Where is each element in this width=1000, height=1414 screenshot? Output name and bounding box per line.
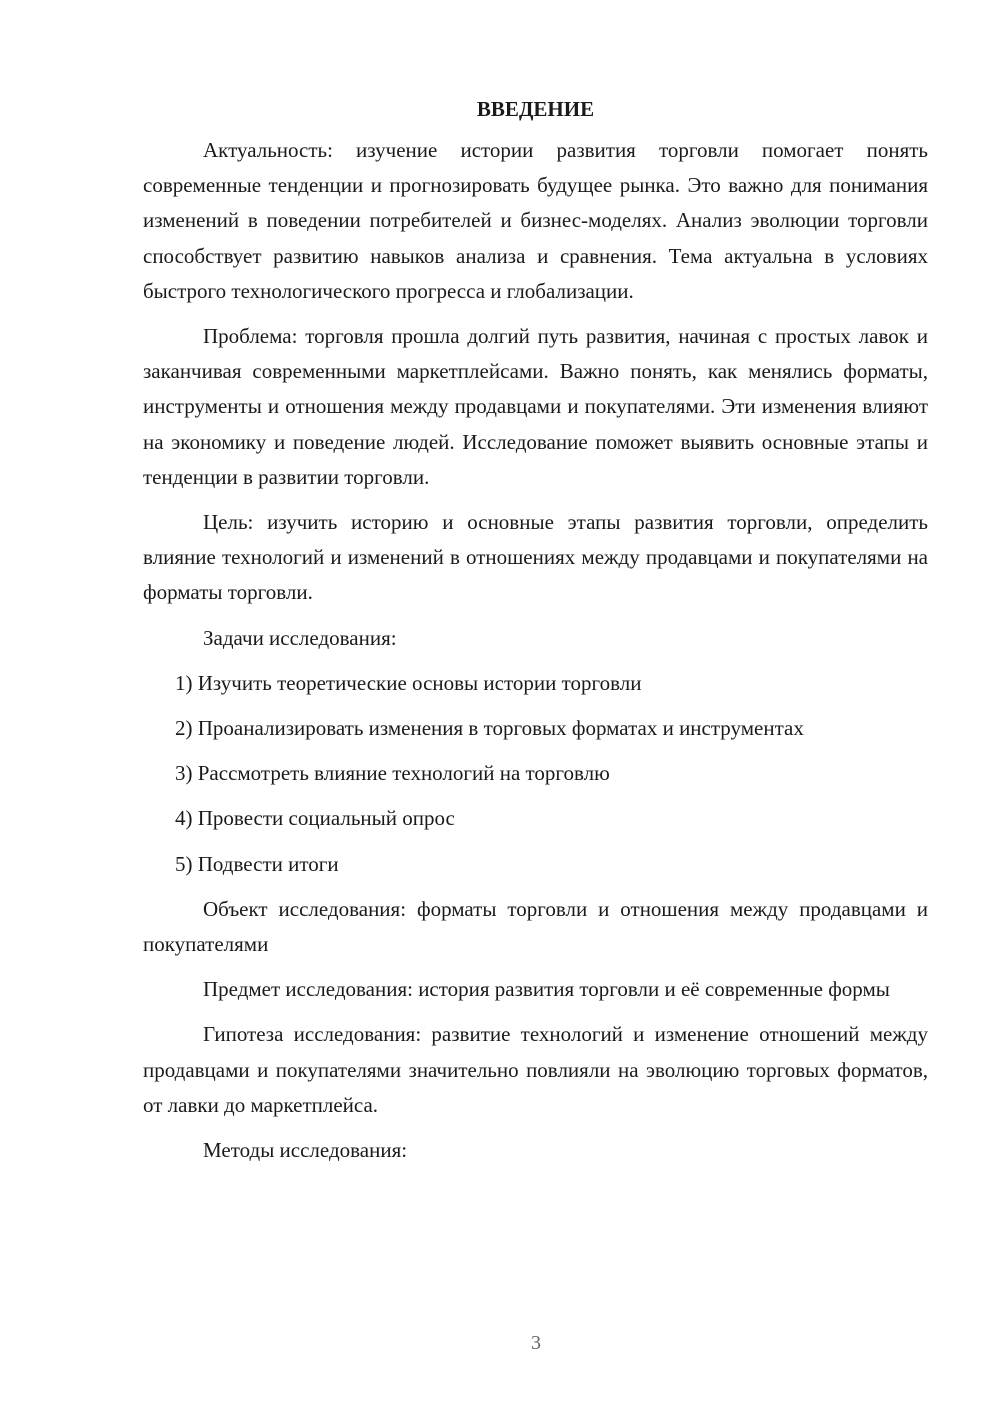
tasks-heading: Задачи исследования:	[203, 625, 397, 650]
task-item-5: 5) Подвести итоги	[175, 851, 339, 876]
tasks-list	[143, 666, 928, 882]
page-number: 3	[531, 1332, 541, 1354]
relevance-paragraph: Актуальность: изучение истории развития торговли помогает понять современные тенденции и прогнозировать будущее рынка. Это важно для понимания изменений в поведении потребителей и бизнес-моделях. Анализ эволюции торговли способствует развитию навыков анализа и сравнения. Тема актуальна в условиях быстрого технологического прогресса и глобализации.	[143, 138, 928, 303]
task-item-4: 4) Провести социальный опрос	[175, 806, 455, 831]
task-item-1: 1) Изучить теоретические основы истории торговли	[175, 670, 642, 695]
task-item-3: 3) Рассмотреть влияние технологий на торговлю	[175, 761, 610, 786]
subject-paragraph: Предмет исследования: история развития торговли и её современные формы	[203, 977, 890, 1002]
section-title: ВВЕДЕНИЕ	[476, 97, 595, 121]
object-paragraph: Объект исследования: форматы торговли и отношения между продавцами и покупателями	[143, 896, 928, 957]
problem-paragraph: Проблема: торговля прошла долгий путь развития, начиная с простых лавок и заканчивая современными маркетплейсами. Важно понять, как менялись форматы, инструменты и отношения между продавцами и покупателями. Эти изменения влияют на экономику и поведение людей. Исследование поможет выявить основные этапы и тенденции в развитии торговли.	[143, 324, 928, 489]
document-page	[143, 92, 928, 1178]
task-item-2: 2) Проанализировать изменения в торговых форматах и инструментах	[175, 716, 804, 741]
goal-paragraph: Цель: изучить историю и основные этапы развития торговли, определить влияние технологий и изменений в отношениях между продавцами и покупателями на форматы торговли.	[143, 510, 928, 605]
hypothesis-paragraph: Гипотеза исследования: развитие технологий и изменение отношений между продавцами и покупателями значительно повлияли на эволюцию торговых форматов, от лавки до маркетплейса.	[143, 1022, 928, 1117]
methods-heading: Методы исследования:	[203, 1138, 408, 1163]
